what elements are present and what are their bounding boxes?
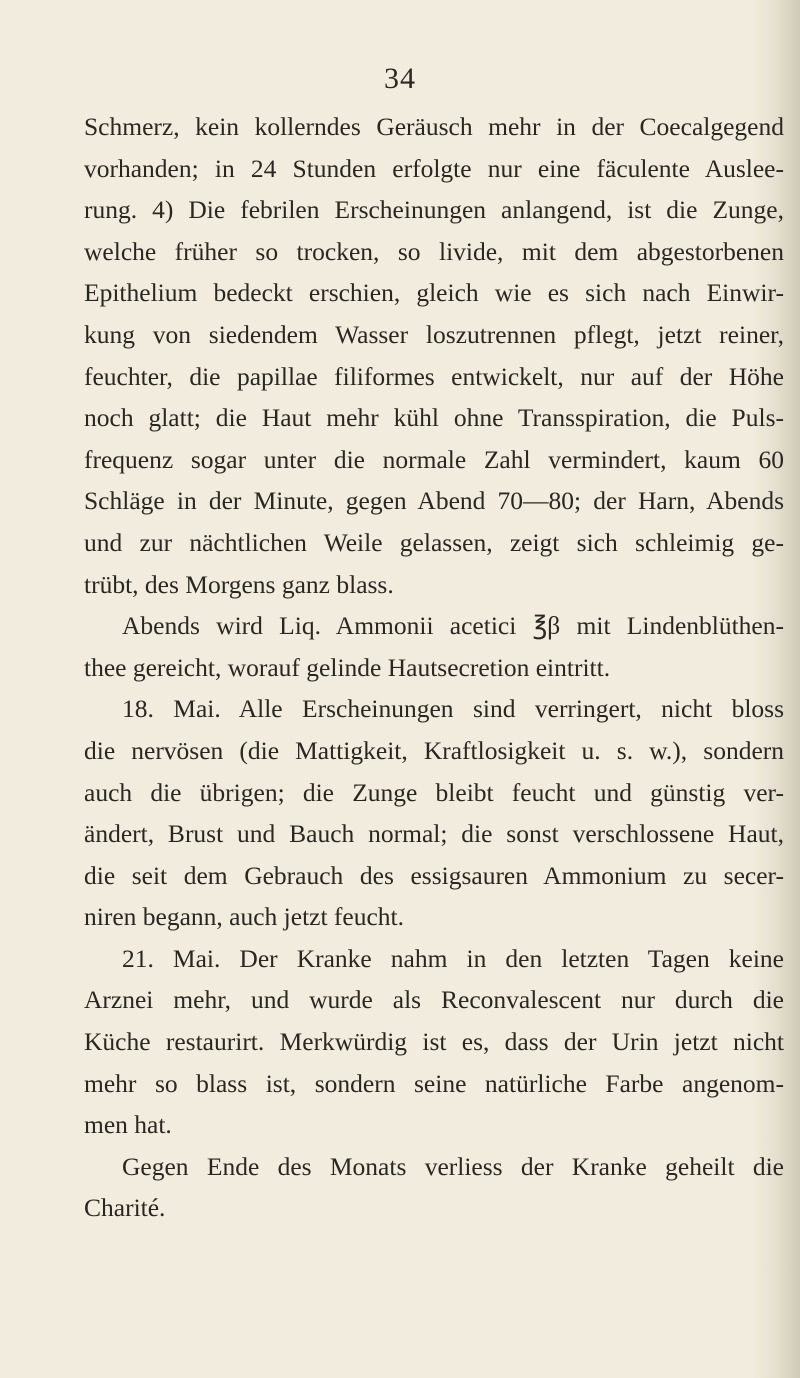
text-line: trübt, des Morgens ganz blass. — [84, 569, 394, 599]
text-line: frequenz sogar unter die normale Zahl vermindert, kaum 60 — [84, 444, 784, 474]
text-line: thee gereicht, worauf gelinde Hautsecretion eintritt. — [84, 652, 611, 682]
text-line: kung von siedendem Wasser loszutrennen pflegt, jetzt reiner, — [84, 319, 784, 349]
text-line: vorhanden; in 24 Stunden erfolgte nur eine fäculente Auslee- — [84, 153, 784, 183]
text-line: 21. Mai. Der Kranke nahm in den letzten Tagen keine — [122, 943, 784, 973]
text-line: Epithelium bedeckt erschien, gleich wie es sich nach Einwir- — [84, 278, 784, 308]
page-number: 34 — [384, 62, 416, 95]
text-line: welche früher so trocken, so livide, mit dem abgestorbenen — [84, 236, 784, 266]
text-line: noch glatt; die Haut mehr kühl ohne Transspiration, die Puls- — [84, 403, 784, 433]
text-line: ändert, Brust und Bauch normal; die sonst verschlossene Haut, — [84, 819, 784, 849]
text-line: Schmerz, kein kollerndes Geräusch mehr in der Coecalgegend — [84, 112, 784, 141]
body-text — [84, 106, 784, 1229]
text-line: niren begann, auch jetzt feucht. — [84, 902, 405, 932]
text-line: Charité. — [84, 1193, 166, 1223]
text-line: rung. 4) Die febrilen Erscheinungen anlangend, ist die Zunge, — [84, 195, 784, 225]
text-line: Küche restaurirt. Merkwürdig ist es, dass der Urin jetzt nicht — [84, 1027, 784, 1057]
text-line: auch die übrigen; die Zunge bleibt feucht und günstig ver- — [84, 777, 784, 807]
text-line: men hat. — [84, 1110, 172, 1140]
text-line: die nervösen (die Mattigkeit, Kraftlosigkeit u. s. w.), sondern — [84, 735, 784, 765]
text-line: 18. Mai. Alle Erscheinungen sind verringert, nicht bloss — [122, 694, 784, 724]
text-line: die seit dem Gebrauch des essigsauren Ammonium zu secer- — [84, 860, 784, 890]
text-line: mehr so blass ist, sondern seine natürliche Farbe angenom- — [84, 1068, 784, 1098]
text-line: Gegen Ende des Monats verliess der Kranke geheilt die — [122, 1151, 784, 1181]
text-line: Abends wird Liq. Ammonii acetici ℥β mit Lindenblüthen- — [122, 611, 784, 641]
text-line: und zur nächtlichen Weile gelassen, zeigt sich schleimig ge- — [84, 527, 784, 557]
text-line: feuchter, die papillae filiformes entwickelt, nur auf der Höhe — [84, 361, 784, 391]
text-line: Schläge in der Minute, gegen Abend 70—80; der Harn, Abends — [84, 486, 784, 516]
text-line: Arznei mehr, und wurde als Reconvalescent nur durch die — [84, 985, 784, 1015]
